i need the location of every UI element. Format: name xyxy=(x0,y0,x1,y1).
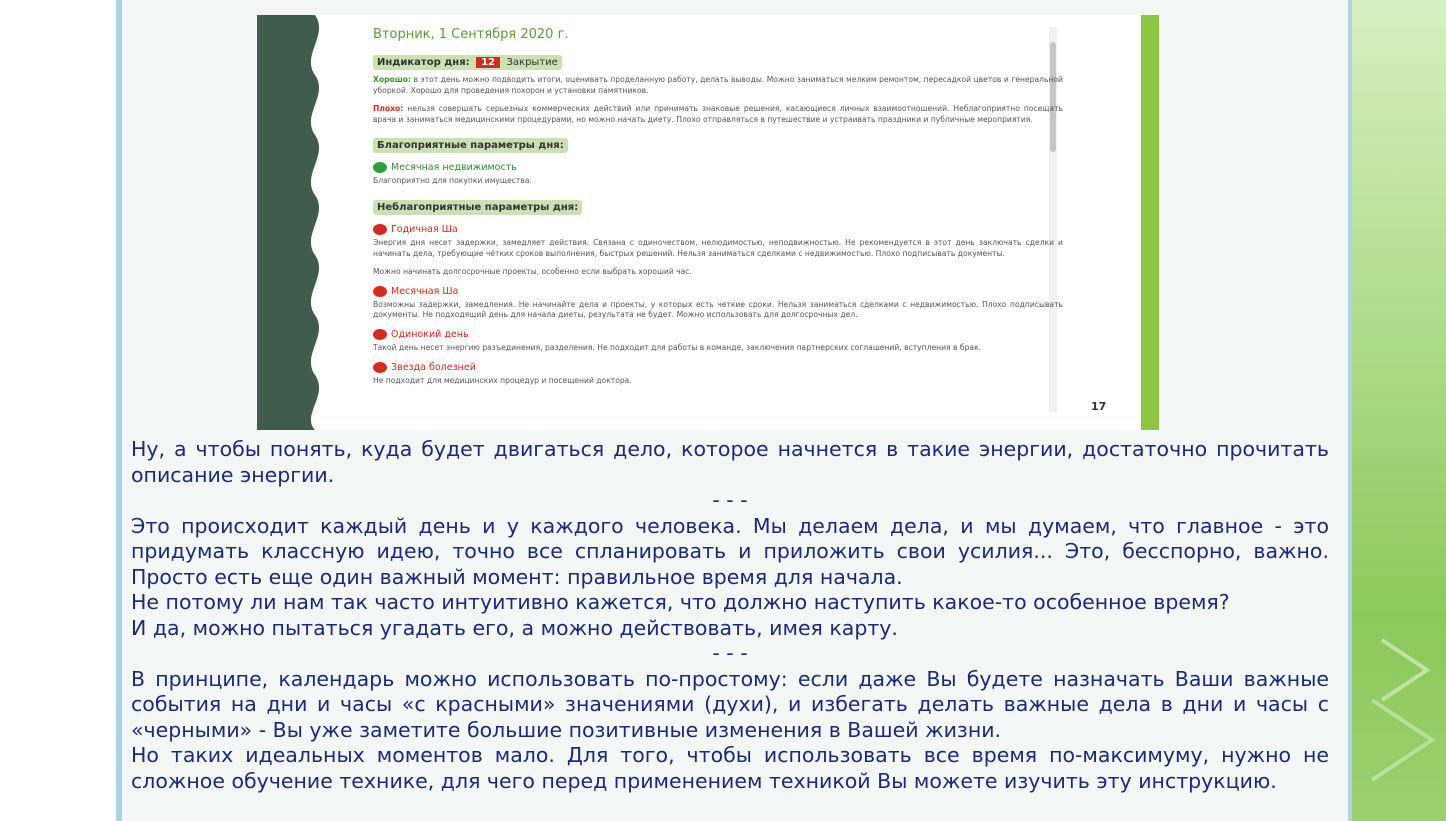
bad-text: нельзя совершать серьезных коммерческих действий или принимать знаковые решения, касающиеся личных взаимоотношений. Неблагоприятно посещать врача и заниматься медицинскими процедурами, но можно начать диету. Плохо отправляться в путешествие и устраивать праздники и публичные мероприятия. xyxy=(373,104,1063,124)
paragraph: И да, можно пытаться угадать его, а можно действовать, имея карту. xyxy=(131,615,898,640)
paragraph: Не потому ли нам так часто интуитивно кажется, что должно наступить какое-то особенное время? xyxy=(131,590,1230,614)
embedded-calendar-image xyxy=(257,15,1159,430)
green-stripe xyxy=(1141,15,1159,430)
separator: - - - xyxy=(712,488,748,512)
favorable-header: Благоприятные параметры дня: xyxy=(373,138,568,153)
unfavorable-header: Неблагоприятные параметры дня: xyxy=(373,200,582,215)
unfavorable-item-desc: Такой день несет энергию разъединения, разделения. Не подходит для работы в команде, заключения партнерских соглашений, вступления в брак. xyxy=(373,342,982,352)
unfavorable-title-text: Одинокий день xyxy=(391,328,469,340)
unfavorable-item-desc: Возможны задержки, замедления. Не начинайте дела и проекты, у которых есть четкие сроки. Нельзя заниматься сделками с недвижимостью. Плохо подписывать документы. Не подходящий день для начала диеты, результата не будет. Можно использовать для долгосрочных дел. xyxy=(373,299,1063,320)
paragraph: В принципе, календарь можно использовать по-простому: если даже Вы будете назначать Ваши важные события на дни и часы «с красными» значениями (духи), и избегать делать важные дела в дни и часы с «черными» - Вы уже заметите большие позитивные изменения в Вашей жизни. xyxy=(131,666,1329,742)
indicator-value: 12 xyxy=(476,57,500,68)
red-dot-icon xyxy=(373,224,387,235)
red-dot-icon xyxy=(373,286,387,297)
favorable-item-desc: Благоприятно для покупки имущества. xyxy=(373,176,532,186)
good-paragraph xyxy=(373,75,1063,96)
favorable-item-title xyxy=(373,162,1063,173)
page-number: 17 xyxy=(1091,400,1107,413)
unfavorable-item-desc: Не подходит для медицинских процедур и посещений доктора. xyxy=(373,375,632,385)
wave-decoration xyxy=(257,15,327,430)
right-decoration xyxy=(1352,0,1446,821)
left-margin xyxy=(0,0,116,821)
red-dot-icon xyxy=(373,329,387,340)
indicator-label: Индикатор дня: xyxy=(377,57,470,68)
separator: - - - xyxy=(712,641,748,665)
bad-paragraph xyxy=(373,104,1063,125)
paragraph: Но таких идеальных моментов мало. Для того, чтобы использовать все время по-максимуму, нужно не сложное обучение технике, для чего перед применением техникой Вы можете изучить эту инструкцию. xyxy=(131,743,1329,793)
unfavorable-item-title xyxy=(373,329,1063,340)
green-dot-icon xyxy=(373,162,387,173)
indicator-text: Закрытие xyxy=(506,57,558,68)
unfavorable-item-title xyxy=(373,286,1063,297)
favorable-title-text: Месячная недвижимость xyxy=(391,162,517,174)
unfavorable-item-desc: Энергия дня несет задержки, замедляет действия. Связана с одиночеством, нелюдимостью, неподвижностью. Не рекомендуется в этот день заключать сделки и начинать дела, требующие чётких сроков выполнения, быстрых решений. Нельзя заниматься сделками с недвижимостью. Плохо подписывать документы. xyxy=(373,237,1063,258)
unfavorable-title-text: Звезда болезней xyxy=(391,361,476,373)
paragraph: Ну, а чтобы понять, куда будет двигаться дело, которое начнется в такие энергии, достаточно прочитать описание энергии. xyxy=(131,437,1329,487)
good-text: в этот день можно подводить итоги, оценивать проделанную работу, делать выводы. Можно заниматься мелким ремонтом, пересадкой цветов и генеральной уборкой. Хорошо для проведения похорон и установки памятников. xyxy=(373,75,1063,95)
indicator-header xyxy=(373,55,562,70)
unfavorable-title-text: Годичная Ша xyxy=(391,223,458,235)
bad-label: Плохо: xyxy=(373,104,404,114)
unfavorable-title-text: Месячная Ша xyxy=(391,285,459,297)
unfavorable-item-extra: Можно начинать долгосрочные проекты, особенно если выбрать хороший час. xyxy=(373,267,692,277)
unfavorable-item-title xyxy=(373,224,1063,235)
good-label: Хорошо: xyxy=(373,75,412,84)
red-dot-icon xyxy=(373,362,387,373)
paragraph: Это происходит каждый день и у каждого человека. Мы делаем дела, и мы думаем, что главное - это придумать классную идею, точно все спланировать и приложить свои усилия... Это, бесспорно, важно. Просто есть еще один важный момент: правильное время для начала. xyxy=(131,513,1329,589)
decoration-chevrons xyxy=(1352,0,1446,821)
calendar-content xyxy=(373,23,1063,413)
body-text xyxy=(131,437,1329,794)
calendar-date: Вторник, 1 Сентября 2020 г. xyxy=(373,27,569,42)
unfavorable-item-title xyxy=(373,362,1063,373)
